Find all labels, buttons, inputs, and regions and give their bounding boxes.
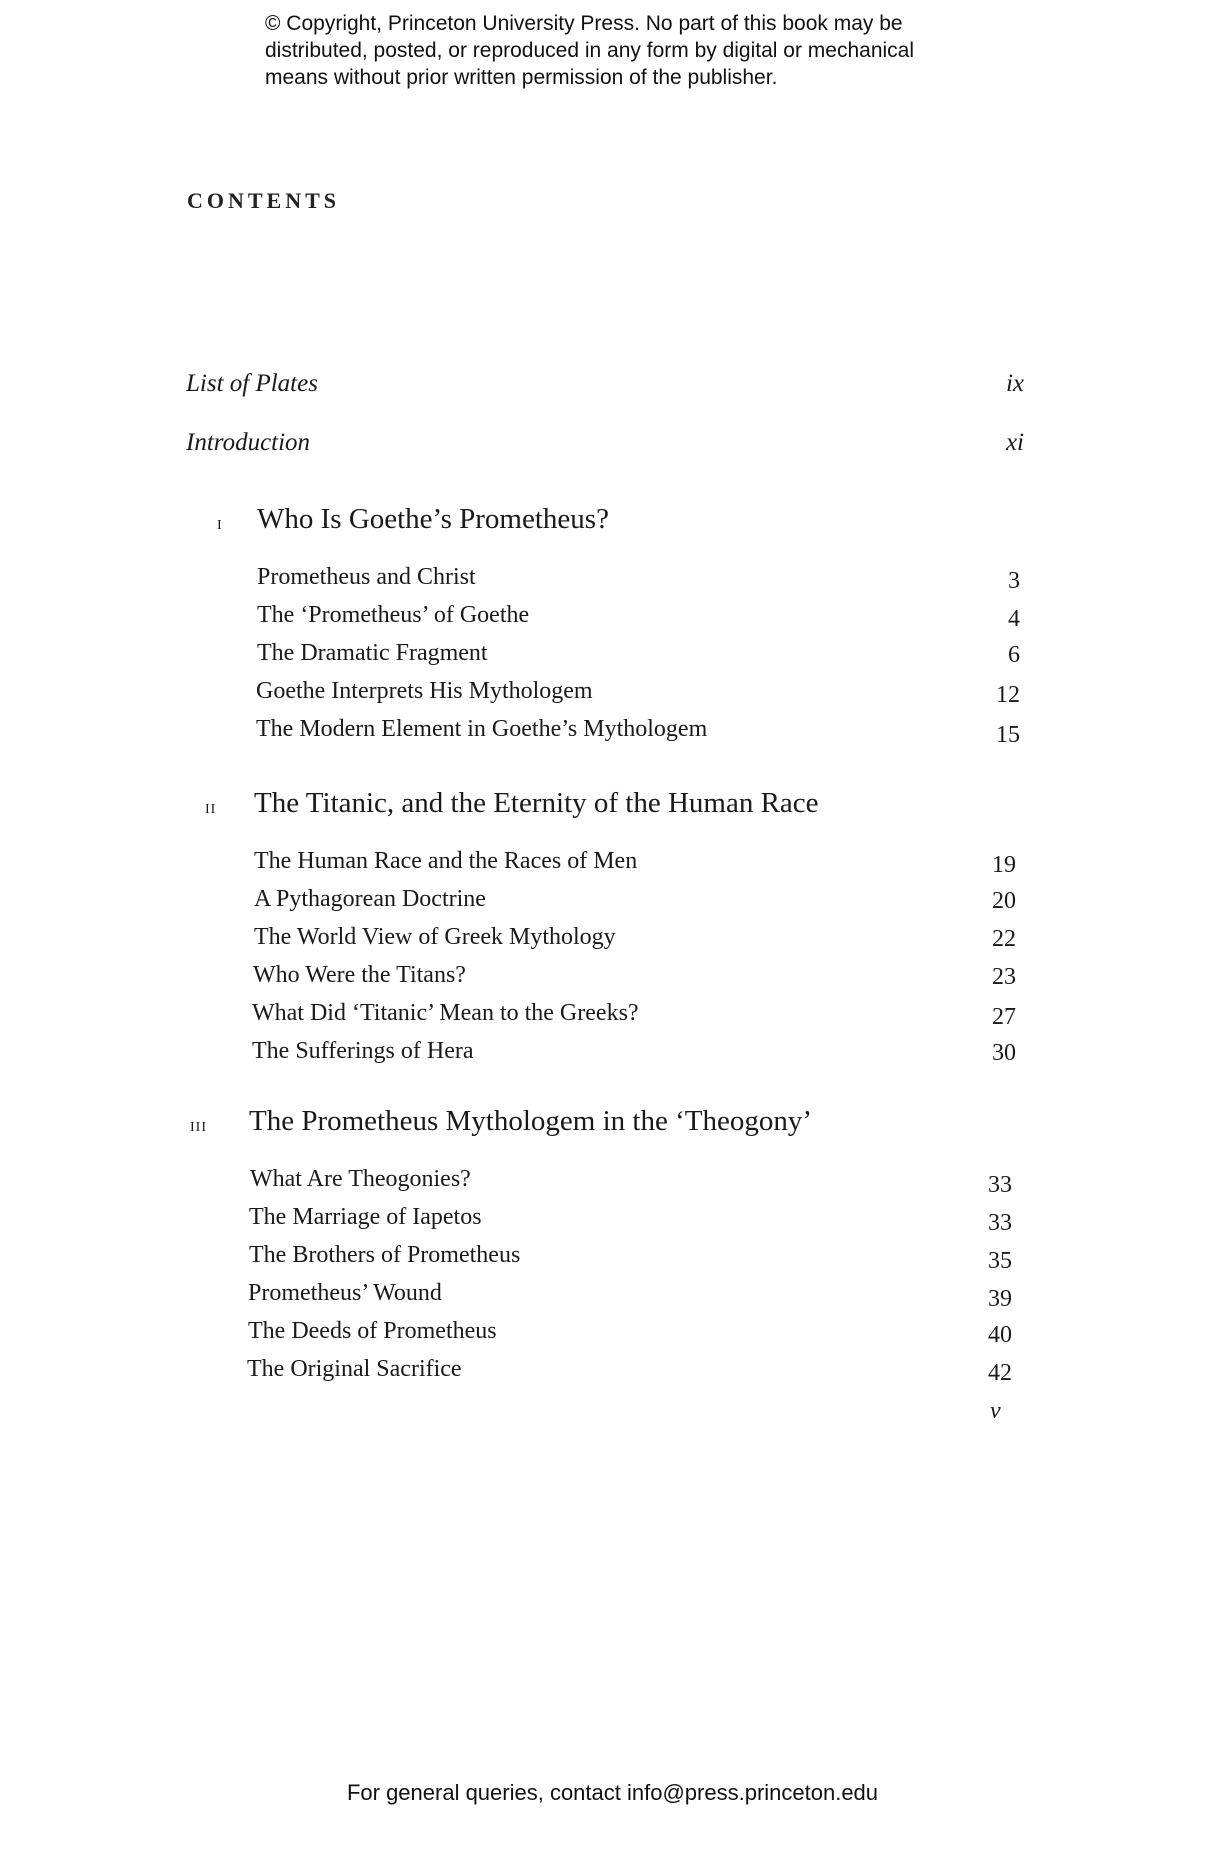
section-title: The Original Sacrifice: [247, 1356, 462, 1382]
section-page: 35: [988, 1248, 1012, 1274]
section-page: 3: [1008, 568, 1020, 594]
section-page: 12: [996, 682, 1020, 708]
chapter-number: ii: [205, 796, 217, 818]
toc-entry-list-of-plates: [186, 370, 1024, 398]
section-page: 19: [992, 852, 1016, 878]
section-title: Prometheus and Christ: [257, 564, 476, 590]
section-page: 23: [992, 964, 1016, 990]
contents-heading: CONTENTS: [187, 188, 341, 213]
section-title: The World View of Greek Mythology: [254, 924, 616, 950]
section-page: 30: [992, 1040, 1016, 1066]
chapter-title: Who Is Goethe’s Prometheus?: [257, 503, 609, 535]
chapter-title: The Prometheus Mythologem in the ‘Theogony’: [249, 1105, 812, 1137]
section-page: 20: [992, 888, 1016, 914]
section-title: The Marriage of Iapetos: [249, 1204, 482, 1230]
page-folio: v: [990, 1398, 1001, 1424]
section-page: 42: [988, 1360, 1012, 1386]
section-page: 33: [988, 1172, 1012, 1198]
toc-entry-title: Introduction: [186, 429, 311, 456]
copyright-line-2: distributed, posted, or reproduced in any form by digital or mechanical: [265, 39, 915, 62]
section-title: The Modern Element in Goethe’s Mythologem: [256, 716, 708, 742]
section-page: 33: [988, 1210, 1012, 1236]
section-page: 39: [988, 1286, 1012, 1312]
toc-entry-page: xi: [1005, 429, 1024, 456]
footer-contact: For general queries, contact info@press.princeton.edu: [346, 1780, 879, 1805]
section-page: 6: [1008, 642, 1020, 668]
section-title: The Dramatic Fragment: [257, 640, 488, 666]
copyright-line-1: © Copyright, Princeton University Press. No part of this book may be: [265, 12, 903, 35]
toc-entry-page: ix: [1005, 370, 1024, 397]
section-title: The Sufferings of Hera: [252, 1038, 474, 1064]
section-page: 22: [992, 926, 1016, 952]
toc-entry-introduction: [186, 429, 1024, 457]
section-title: Goethe Interprets His Mythologem: [256, 678, 593, 704]
toc-entry-title: List of Plates: [186, 370, 318, 397]
section-title: The Deeds of Prometheus: [248, 1318, 497, 1344]
section-page: 40: [988, 1322, 1012, 1348]
chapter-number: i: [217, 512, 223, 534]
section-page: 4: [1008, 606, 1020, 632]
section-title: The Brothers of Prometheus: [249, 1242, 521, 1268]
copyright-notice: [265, 10, 985, 91]
section-title: Who Were the Titans?: [253, 962, 466, 988]
section-title: Prometheus’ Wound: [248, 1280, 442, 1306]
section-title: The ‘Prometheus’ of Goethe: [257, 602, 530, 628]
section-page: 15: [996, 722, 1020, 748]
section-title: The Human Race and the Races of Men: [254, 848, 638, 874]
section-title: What Are Theogonies?: [250, 1166, 471, 1192]
section-title: A Pythagorean Doctrine: [254, 886, 486, 912]
section-page: 27: [992, 1004, 1016, 1030]
copyright-line-3: means without prior written permission of the publisher.: [265, 66, 778, 89]
section-title: What Did ‘Titanic’ Mean to the Greeks?: [252, 1000, 639, 1026]
chapter-title: The Titanic, and the Eternity of the Human Race: [254, 787, 819, 819]
chapter-number: iii: [190, 1114, 207, 1136]
